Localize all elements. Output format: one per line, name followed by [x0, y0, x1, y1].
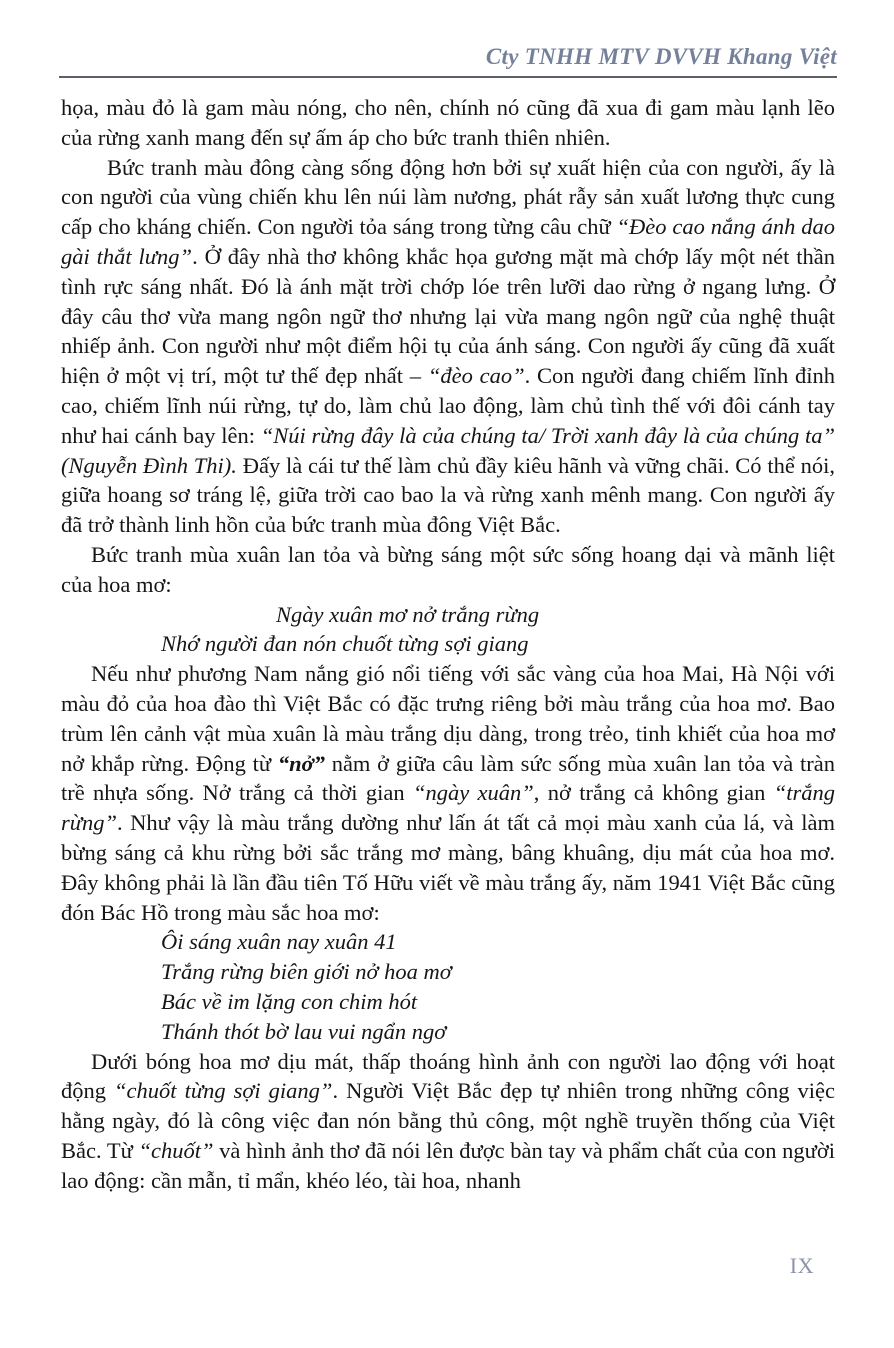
text-segment: Ngày xuân mơ nở trắng rừng	[276, 601, 540, 627]
verse-line	[61, 629, 835, 659]
text-segment: Bức tranh mùa xuân lan tỏa và bừng sáng một sức sống hoang dại và mãnh liệt của hoa mơ:	[61, 541, 835, 597]
page-header	[59, 0, 837, 78]
text-segment: “Núi rừng đây là của chúng ta/ Trời xanh đây là của chúng ta” (Nguyễn Đình Thi).	[61, 422, 835, 478]
text-segment: và hình ảnh thơ đã nói lên được bàn tay và phẩm chất của con người lao động: cần mẫn, tỉ mẩn, khéo léo, tài hoa, nhanh	[61, 1137, 835, 1193]
text-segment: “nở”	[277, 750, 325, 776]
paragraph	[61, 540, 835, 600]
text-segment: “chuốt”	[138, 1137, 214, 1163]
verse-line	[61, 1017, 835, 1047]
text-segment: Trắng rừng biên giới nở hoa mơ	[161, 959, 452, 985]
text-segment: Đấy là cái tư thế làm chủ đầy kiêu hãnh và vững chãi. Có thể nói, giữa hoang sơ tráng lệ, giữa trời cao bao la và rừng xanh mênh mang. Con người ấy đã trở thành linh hồn của bức tranh mùa đông Việt Bắc.	[61, 452, 835, 538]
verse-line	[61, 600, 835, 630]
text-segment: Bức tranh màu đông càng sống động hơn bởi sự xuất hiện của con người, ấy là con người của vùng chiến khu lên núi làm nương, phát rẫy sản xuất lương thực cung cấp cho kháng chiến. Con người tỏa sáng trong từng câu chữ	[61, 154, 835, 240]
text-segment: Bác về im lặng con chim hót	[161, 988, 418, 1014]
text-segment: . Người Việt Bắc đẹp tự nhiên trong những công việc hằng ngày, đó là công việc đan nón bằng thủ công, một nghề truyền thống của Việt Bắc. Từ	[61, 1078, 835, 1163]
document-body	[61, 93, 835, 1195]
paragraph	[61, 659, 835, 927]
verse-line	[61, 927, 835, 957]
text-segment: “Đèo cao nắng ánh dao gài thắt lưng”	[61, 214, 835, 269]
text-segment: “ngày xuân”	[412, 780, 534, 806]
page-number: IX	[789, 1253, 814, 1278]
text-segment: họa, màu đỏ là gam màu nóng, cho nên, chính nó cũng đã xua đi gam màu lạnh lẽo của rừng xanh mang đến sự ấm áp cho bức tranh thiên nhiên.	[61, 95, 835, 150]
header-rule-divider	[59, 76, 837, 78]
text-segment: “chuốt từng sợi giang”	[114, 1078, 333, 1104]
text-segment: Nhớ người đan nón chuốt từng sợi giang	[161, 631, 529, 657]
text-segment: Nếu như phương Nam nắng gió nổi tiếng với sắc vàng của hoa Mai, Hà Nội với màu đỏ của hoa đào thì Việt Bắc có đặc trưng riêng bởi màu trắng của hoa mơ. Bao trùm lên cảnh vật mùa xuân là màu trắng dịu dàng, trong trẻo, tinh khiết của hoa mơ nở khắp rừng. Động từ	[61, 661, 835, 776]
text-segment: nằm ở giữa câu làm sức sống mùa xuân lan tỏa và tràn trề nhựa sống. Nở trắng cả thời gian	[61, 750, 835, 806]
verse-line	[61, 957, 835, 987]
text-segment: . Như vậy là màu trắng dường như lấn át tất cả mọi màu xanh của lá, và làm bừng sáng cả khu rừng bởi sắc trắng mơ màng, bâng khuâng, dịu mát của hoa mơ. Đây không phải là lần đầu tiên Tố Hữu viết về màu trắng ấy, năm 1941 Việt Bắc cũng đón Bác Hồ trong màu sắc hoa mơ:	[61, 810, 835, 925]
text-segment: Thánh thót bờ lau vui ngẩn ngơ	[161, 1018, 447, 1044]
header-company-name: Cty TNHH MTV DVVH Khang Việt	[485, 44, 837, 69]
paragraph	[61, 93, 835, 153]
text-segment: . Con người đang chiếm lĩnh đỉnh cao, chiếm lĩnh núi rừng, tự do, làm chủ lao động, làm chủ tình thế với đôi cánh tay như hai cánh bay lên:	[61, 363, 836, 448]
text-segment: “trắng rừng”	[61, 780, 836, 836]
text-segment: . Ở đây nhà thơ không khắc họa gương mặt mà chớp lấy một nét thần tình rực sáng nhất. Đó là ánh mặt trời chớp lóe trên lưỡi dao rừng ở ngang lưng. Ở đây câu thơ vừa mang ngôn ngữ thơ nhưng lại vừa mang ngôn ngữ của nghệ thuật nhiếp ảnh. Con người như một điểm hội tụ của ánh sáng. Con người ấy cũng đã xuất hiện ở một vị trí, một tư thế đẹp nhất –	[61, 243, 835, 389]
text-segment: Dưới bóng hoa mơ dịu mát, thấp thoáng hình ảnh con người lao động với hoạt động	[61, 1048, 835, 1104]
paragraph	[61, 153, 835, 540]
verse-line	[61, 987, 835, 1017]
text-segment: , nở trắng cả không gian	[533, 780, 774, 806]
paragraph	[61, 1047, 835, 1196]
text-segment: Ôi sáng xuân nay xuân 41	[161, 929, 397, 955]
text-segment: “đèo cao”	[427, 363, 525, 389]
